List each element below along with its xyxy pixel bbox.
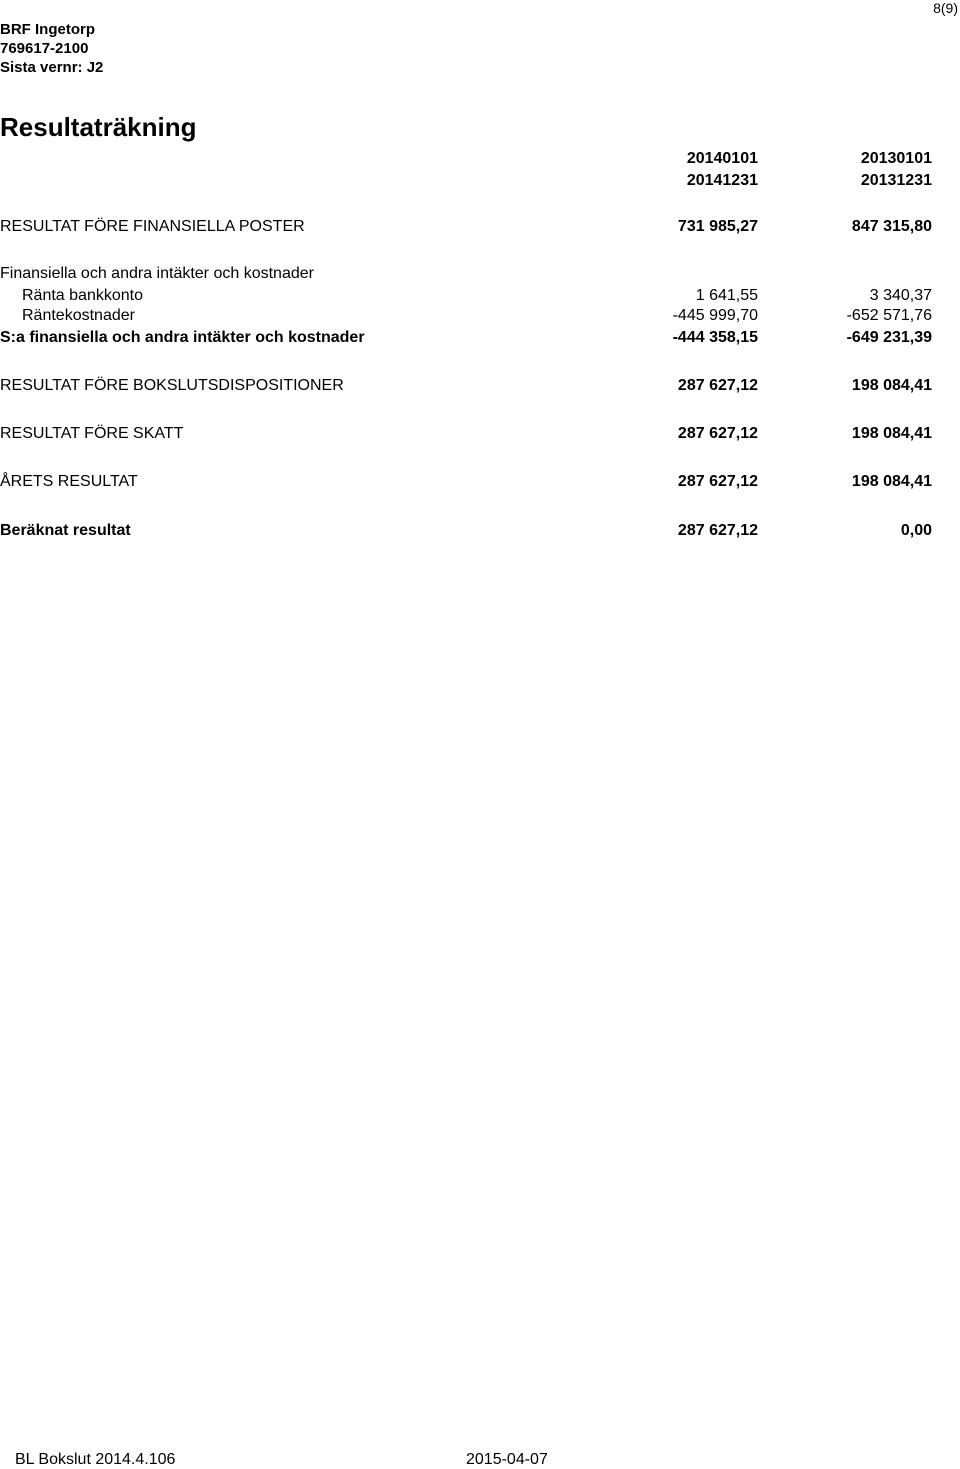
row-value-previous: -652 571,76: [846, 307, 932, 324]
page-number: 8(9): [933, 0, 958, 16]
row-label: ÅRETS RESULTAT: [0, 473, 138, 490]
row-value-previous: 198 084,41: [851, 425, 932, 442]
row-value-previous: 3 340,37: [869, 287, 932, 304]
row-label: Ränta bankkonto: [22, 287, 143, 304]
row-label: RESULTAT FÖRE BOKSLUTSDISPOSITIONER: [0, 377, 344, 394]
period-current-end: 20141231: [686, 172, 758, 189]
row-value-current: -444 358,15: [672, 329, 758, 346]
row-value-current: 731 985,27: [677, 218, 758, 235]
company-name: BRF Ingetorp: [0, 21, 95, 38]
period-previous-start: 20130101: [860, 150, 932, 167]
row-value-previous: -649 231,39: [846, 329, 932, 346]
row-value-current: 287 627,12: [677, 473, 758, 490]
row-label: Beräknat resultat: [0, 522, 131, 539]
period-previous-end: 20131231: [860, 172, 932, 189]
row-value-current: 1 641,55: [695, 287, 758, 304]
page-title: Resultaträkning: [0, 112, 197, 142]
period-current-start: 20140101: [686, 150, 758, 167]
row-label: RESULTAT FÖRE SKATT: [0, 425, 184, 442]
row-value-current: 287 627,12: [677, 522, 758, 539]
footer-date: 2015-04-07: [466, 1451, 548, 1468]
row-value-current: 287 627,12: [677, 425, 758, 442]
row-value-previous: 198 084,41: [851, 473, 932, 490]
org-number: 769617-2100: [0, 40, 89, 57]
section-heading: Finansiella och andra intäkter och kostnader: [0, 265, 314, 282]
row-label: Räntekostnader: [22, 307, 135, 324]
row-label: RESULTAT FÖRE FINANSIELLA POSTER: [0, 218, 305, 235]
footer-software: BL Bokslut 2014.4.106: [15, 1451, 176, 1468]
row-value-current: -445 999,70: [672, 307, 758, 324]
row-value-previous: 847 315,80: [851, 218, 932, 235]
row-value-current: 287 627,12: [677, 377, 758, 394]
row-value-previous: 198 084,41: [851, 377, 932, 394]
row-value-previous: 0,00: [900, 522, 932, 539]
version-number: Sista vernr: J2: [0, 59, 104, 76]
row-label: S:a finansiella och andra intäkter och kostnader: [0, 329, 365, 346]
